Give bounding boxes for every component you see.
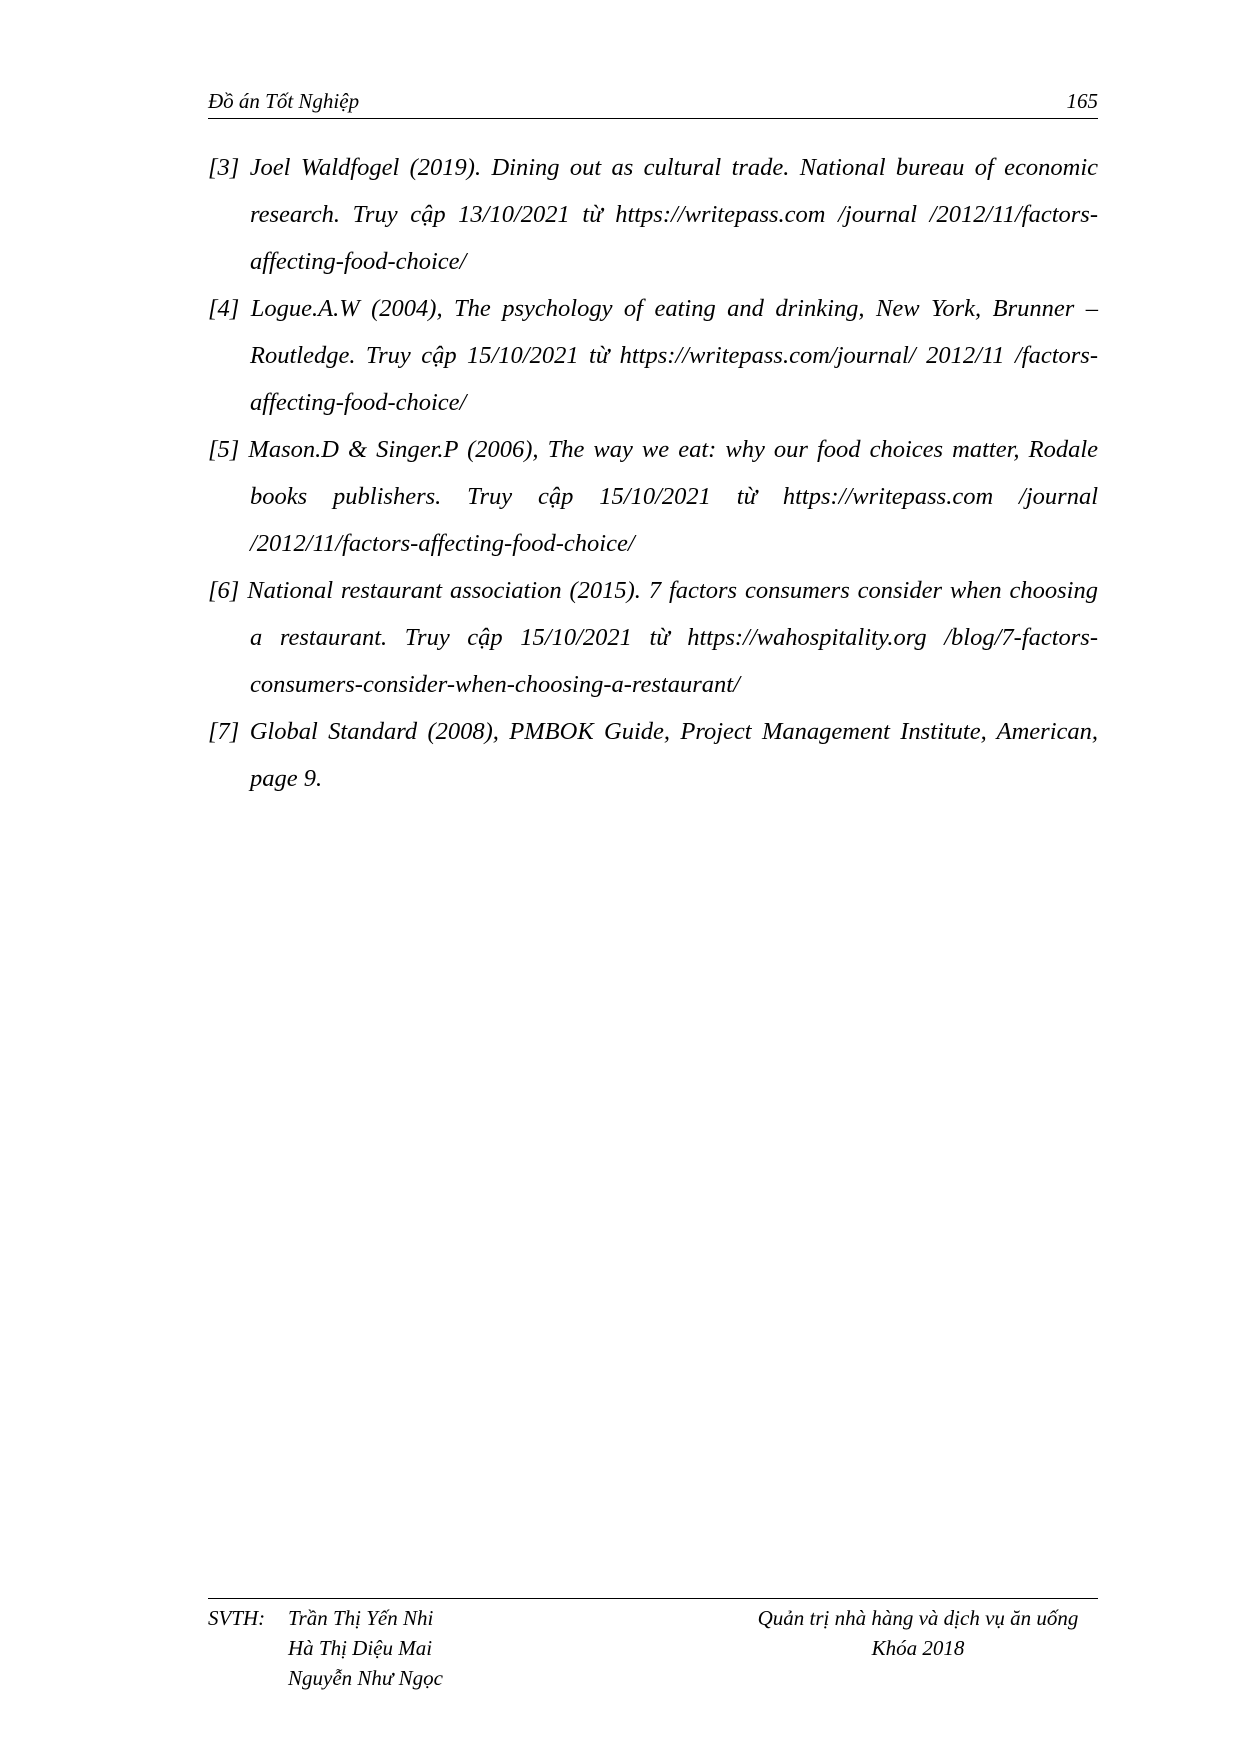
reference-label: [7] — [208, 718, 240, 745]
cohort: Khóa 2018 — [871, 1636, 965, 1660]
reference-label: [5] — [208, 436, 240, 463]
reference-label: [3] — [208, 154, 240, 181]
reference-label: [4] — [208, 295, 240, 322]
document-title: Đồ án Tốt Nghiệp — [208, 89, 360, 113]
page-footer — [208, 1598, 1098, 1699]
reference-item — [208, 144, 1098, 285]
page-number: 165 — [1066, 89, 1098, 113]
reference-item — [208, 708, 1098, 802]
reference-list — [208, 144, 1098, 802]
program-name: Quản trị nhà hàng và dịch vụ ăn uống — [757, 1606, 1079, 1630]
program-info — [738, 1603, 1098, 1663]
reference-label: [6] — [208, 577, 240, 604]
reference-text: Joel Waldfogel (2019). Dining out as cultural trade. National bureau of economic research. Truy cập 13/10/2021 từ https://writepass.com /journal /2012/11/factors-affecting-food-choice/ — [249, 154, 1099, 275]
author-name: Trần Thị Yến Nhi — [288, 1606, 434, 1630]
author-list — [288, 1603, 443, 1693]
reference-text: Mason.D & Singer.P (2006), The way we eat: why our food choices matter, Rodale books publishers. Truy cập 15/10/2021 từ https://writepass.com /journal /2012/11/factors-affecting-food-choice/ — [248, 436, 1098, 557]
author-name: Nguyễn Như Ngọc — [288, 1666, 443, 1690]
reference-item — [208, 567, 1098, 708]
author-name: Hà Thị Diệu Mai — [288, 1636, 433, 1660]
reference-text: Logue.A.W (2004), The psychology of eating and drinking, New York, Brunner – Routledge. Truy cập 15/10/2021 từ https://writepass.com/journal/ 2012/11 /factors-affecting-food-choice/ — [250, 295, 1098, 416]
reference-text: Global Standard (2008), PMBOK Guide, Project Management Institute, American, page 9. — [249, 718, 1098, 792]
svth-label: SVTH: — [208, 1606, 266, 1630]
reference-item — [208, 285, 1098, 426]
page-header — [208, 86, 1098, 119]
reference-text: National restaurant association (2015). 7 factors consumers consider when choosing a restaurant. Truy cập 15/10/2021 từ https://wahospitality.org /blog/7-factors-consumers-consider-when-choosing-a-restaurant/ — [247, 577, 1098, 698]
reference-item — [208, 426, 1098, 567]
